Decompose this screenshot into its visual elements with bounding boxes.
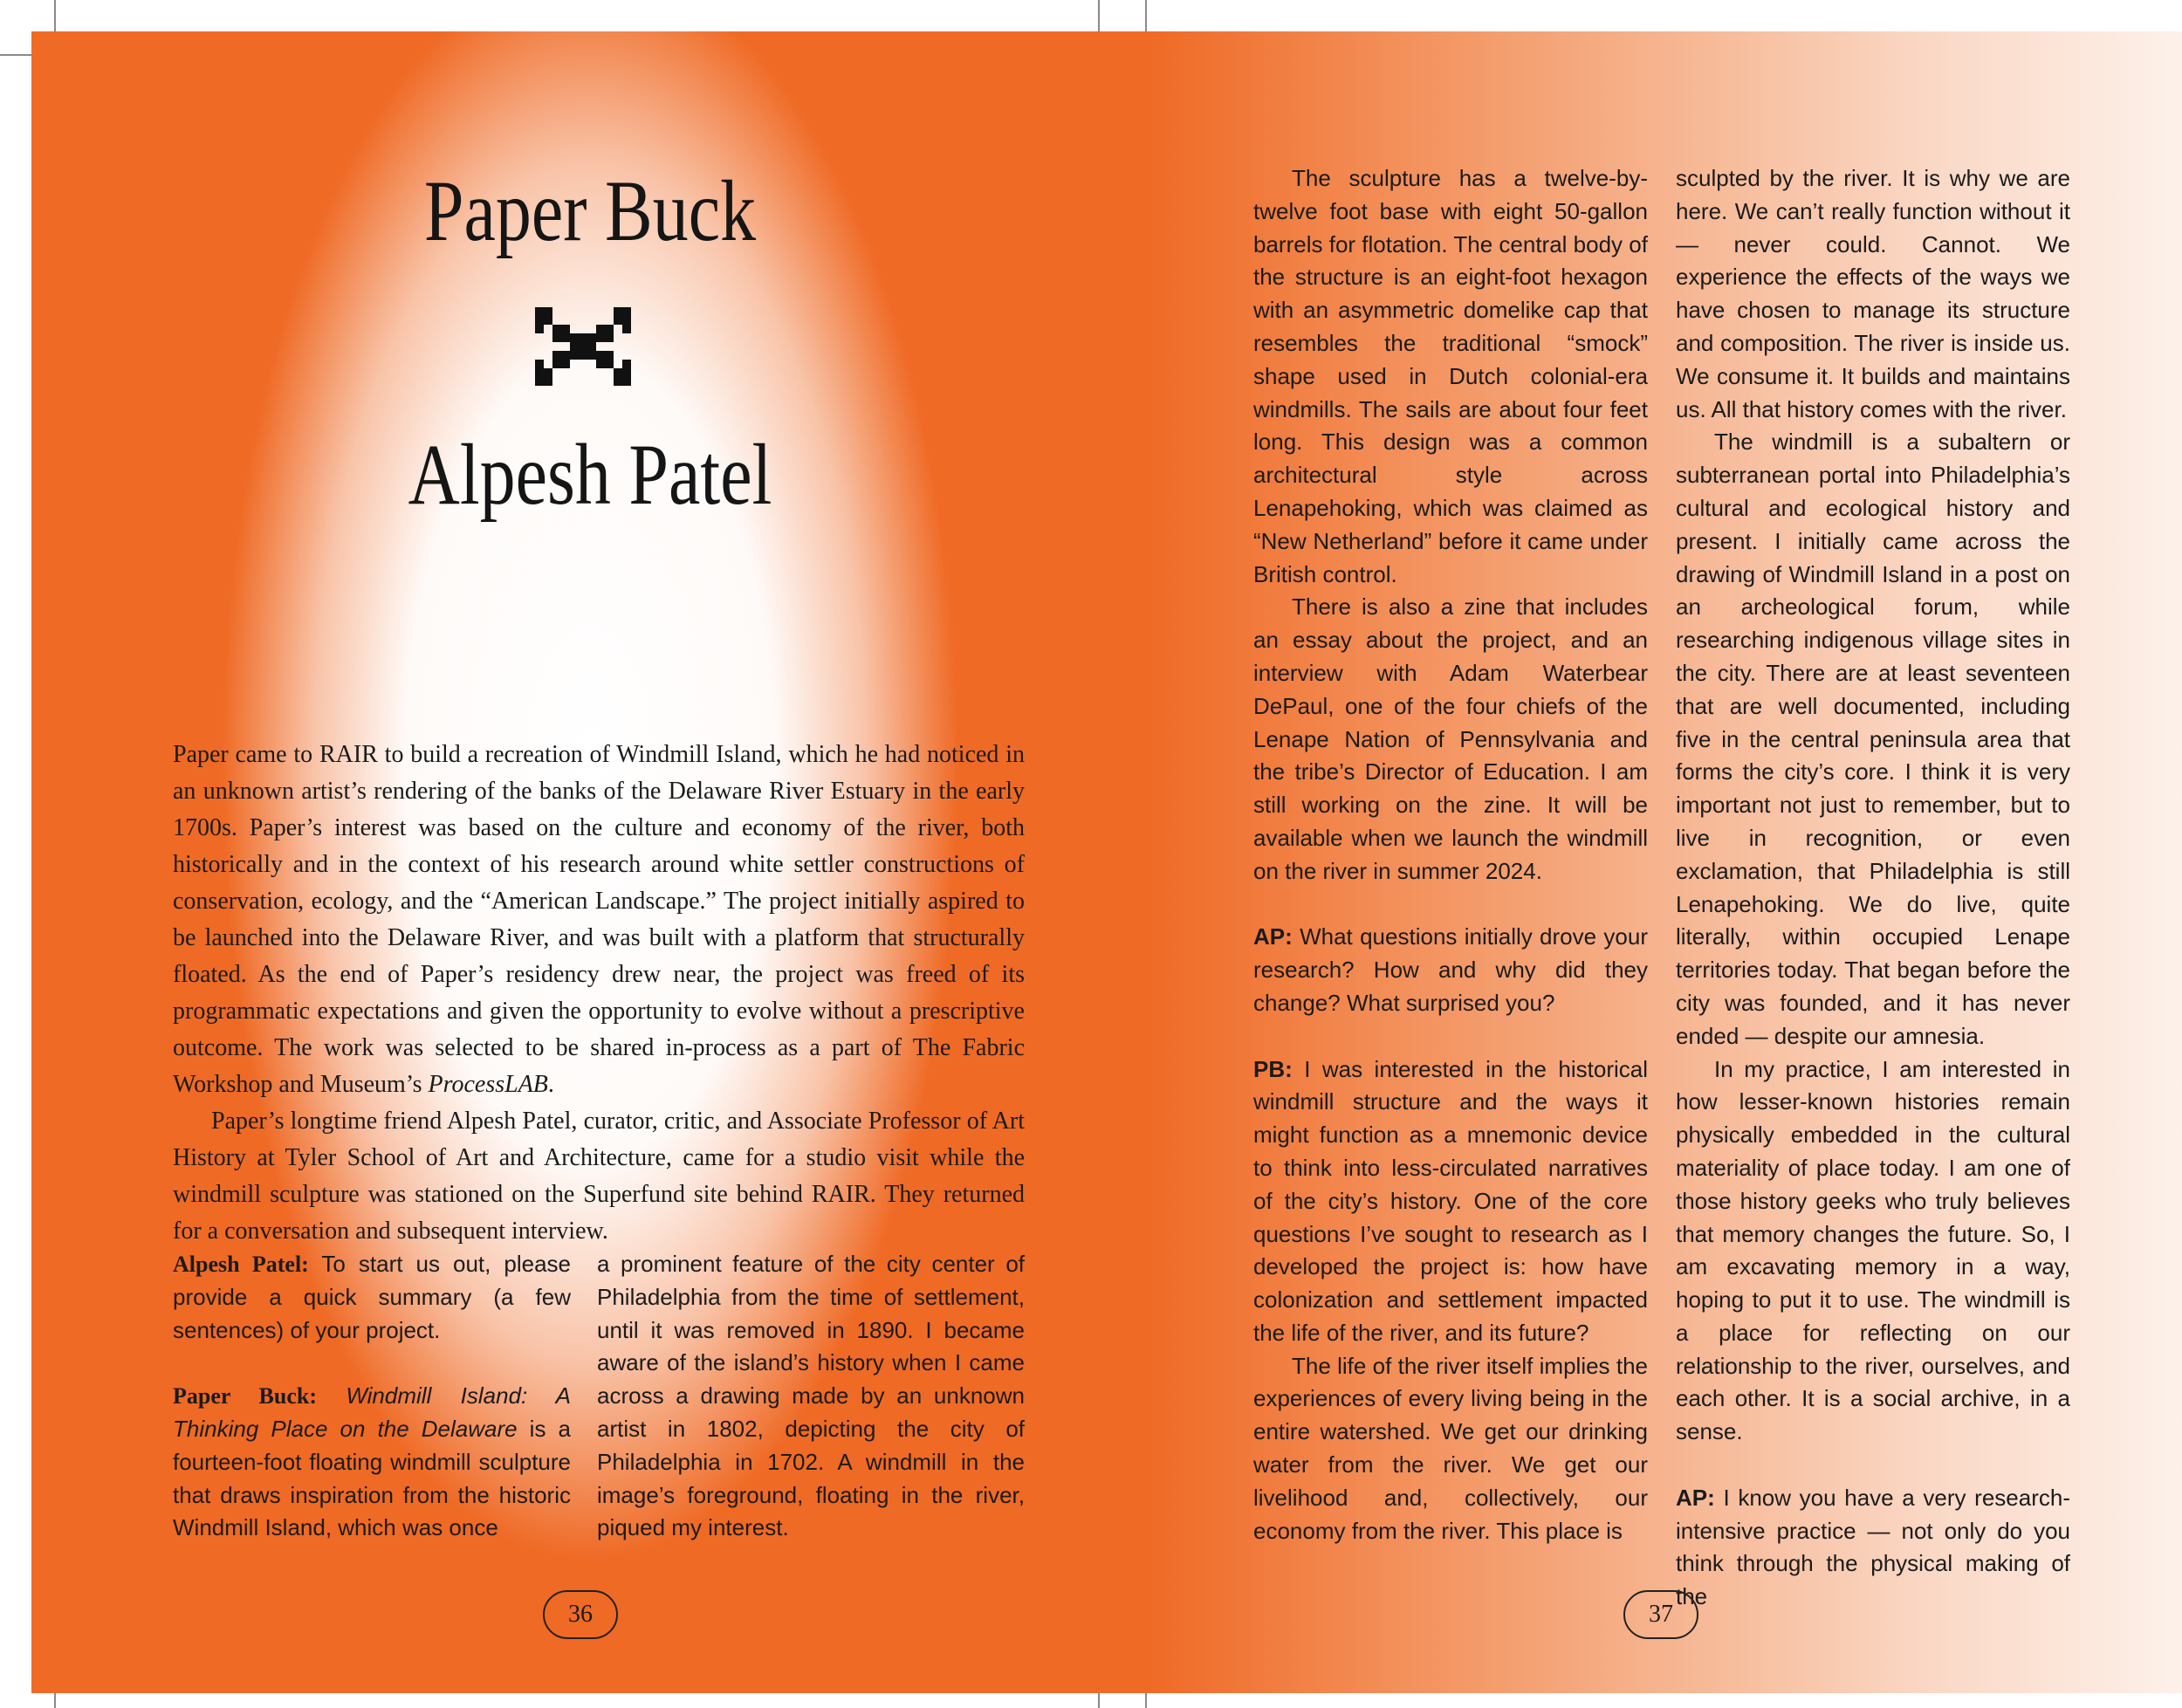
speaker-label: PB: [1253, 1055, 1293, 1082]
crop-mark [1145, 0, 1147, 31]
body-paragraph: There is also a zine that includes an essay about the project, and an interview with Adam Waterbear DePaul, one of the four chiefs of the Lenape Nation of Pennsylvania and the tribe’s Director of Education. I am still working on the zine. It will be available when we launch the windmill on the river in summer 2024. [1253, 593, 1648, 884]
text-column [173, 1248, 571, 1545]
intro-paragraph: Paper’s longtime friend Alpesh Patel, curator, critic, and Associate Professor of Art History at Tyler School of Art and Architecture, came for a studio visit while the windmill sculpture was stationed on the Superfund site behind RAIR. They returned for a conversation and subsequent interview. [173, 1108, 1025, 1245]
right-page [1149, 31, 2182, 1693]
text-column [597, 1248, 1025, 1545]
body-paragraph: sculpted by the river. It is why we are here. We can’t really function without it — never could. Cannot. We experience the effects of the ways we have chosen to manage its structure and composition. The river is inside us. We consume it. It builds and maintains us. All that history comes with the river. [1676, 165, 2070, 422]
question-paragraph: Alpesh Patel: To start us out, please provide a quick summary (a few sentences) of your project. [173, 1251, 571, 1343]
answer-paragraph: a prominent feature of the city center of Philadelphia from the time of settlement, until it was removed in 1890. I became aware of the island’s history when I came across a drawing made by an unknown artist in 1802, depicting the city of Philadelphia in 1702. A windmill in the image’s foreground, floating in the river, piqued my interest. [597, 1251, 1025, 1541]
body-paragraph: The life of the river itself implies the experiences of every living being in the entire watershed. We get our drinking water from the river. We get our livelihood and, collectively, our economy from the river. This place is [1253, 1352, 1648, 1544]
question-paragraph: AP: I know you have a very research-intensive practice — not only do you think through the physical making of the [1676, 1484, 2070, 1610]
body-paragraph: In my practice, I am interested in how lesser-known histories remain physically embedded in the cultural materiality of place today. I am one of those history geeks who truly believes that memory changes the future. So, I am excavating memory in a way, hoping to put it to use. The windmill is a place for reflecting on our relationship to the river, ourselves, and each other. It is a social archive, in a sense. [1676, 1055, 2070, 1445]
page-number: 36 [543, 1590, 618, 1639]
answer-paragraph: Paper Buck: Windmill Island: A Thinking Place on the Delaware is a fourteen-foot floating windmill sculpture that draws inspiration from the historic Windmill Island, which was once [173, 1382, 571, 1541]
answer-paragraph: PB: I was interested in the historical windmill structure and the ways it might function as a mnemonic device to think into less-circulated narratives of the city’s history. One of the core questions I’ve sought to research as I developed the project is: how have colonization and settlement impacted the life of the river, and its future? [1253, 1055, 1648, 1346]
page-title: Paper Buck [423, 162, 757, 259]
cross-motif-icon [535, 307, 631, 386]
crop-mark [54, 0, 56, 31]
question-paragraph: AP: What questions initially drove your research? How and why did they change? What surprised you? [1253, 923, 1648, 1016]
left-page [31, 31, 1149, 1693]
speaker-label: Alpesh Patel: [173, 1252, 309, 1277]
crop-mark [1098, 0, 1100, 31]
intro-text [173, 737, 1025, 1250]
page-subtitle: Alpesh Patel [408, 426, 772, 523]
text-column [1253, 162, 1648, 1547]
page-number: 37 [1623, 1590, 1698, 1639]
body-paragraph: The sculpture has a twelve-by-twelve foot base with eight 50-gallon barrels for flotation. The central body of the structure is an eight-foot hexagon with an asymmetric domelike cap that resembles the traditional “smock” shape used in Dutch colonial-era windmills. The sails are about four feet long. This design was a common architectural style across Lenapehoking, which was claimed as “New Netherland” before it came under British control. [1253, 165, 1648, 587]
speaker-label: AP: [1676, 1484, 1715, 1511]
speaker-label: Paper Buck: [173, 1383, 318, 1410]
crop-mark [0, 54, 31, 56]
speaker-label: AP: [1253, 923, 1293, 950]
intro-paragraph: Paper came to RAIR to build a recreation of Windmill Island, which he had noticed in an unknown artist’s rendering of the banks of the Delaware River Estuary in the early 1700s. Paper’s interest was based on the culture and economy of the river, both historically and in the context of his research around white settler constructions of conservation, ecology, and the “American Landscape.” The project initially aspired to be launched into the Delaware River, and was built with a platform that structurally floated. As the end of Paper’s residency drew near, the project was freed of its programmatic expectations and given the opportunity to evolve without a prescriptive outcome. The work was selected to be shared in-process as a part of The Fabric Workshop and Museum’s ProcessLAB. [173, 741, 1025, 1098]
body-paragraph: The windmill is a subaltern or subterranean portal into Philadelphia’s cultural and ecological history and present. I initially came across the drawing of Windmill Island in a post on an archeological forum, while researching indigenous village sites in the city. There are at least seventeen that are well documented, including five in the central peninsula area that forms the city’s core. I think it is very important not just to remember, but to live in recognition, or even exclamation, that Philadelphia is still Lenapehoking. We do live, quite literally, within occupied Lenape territories today. That began before the city was founded, and it has never ended — despite our amnesia. [1676, 429, 2070, 1049]
text-column [1676, 162, 2070, 1614]
